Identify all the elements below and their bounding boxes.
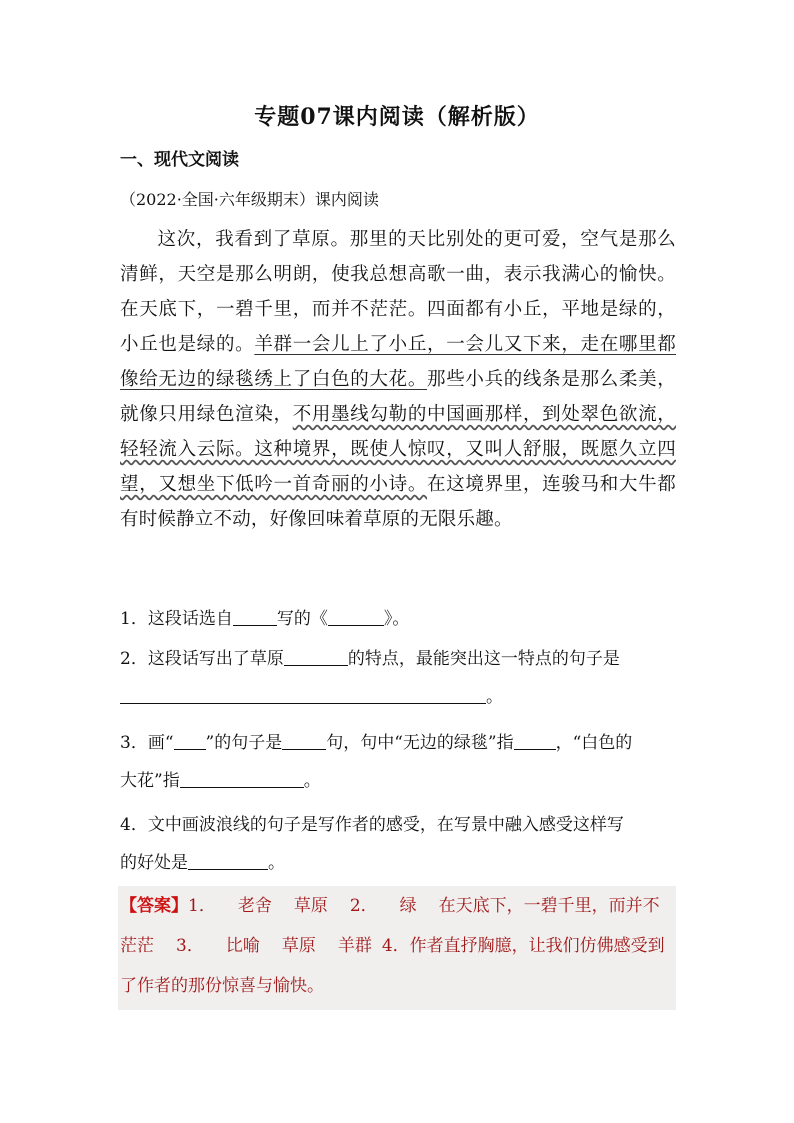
- question-3-end: 。: [303, 771, 321, 791]
- answer-blank: [180, 769, 304, 788]
- answer-3-value-2: 草原: [281, 936, 316, 956]
- answer-4-number: 4．: [381, 936, 410, 956]
- section-heading: 一、现代文阅读: [120, 150, 239, 170]
- answer-2-value-2: 在天底下，一碧千里，而并不茫茫: [120, 896, 660, 956]
- question-3-text-d: ，“白色的: [555, 733, 633, 753]
- passage-text-1: 这次，我看到了草原。那里的天比别处的更可爱，空气是那么清鲜，天空是那么明朗，使我总想高歌一曲，表示我满心的愉快。在天底下，一碧千里，而并不茫茫。四面都有小丘，平地是绿的，小丘也是绿的。: [120, 229, 676, 355]
- answer-3-value-3: 羊群: [337, 936, 372, 956]
- question-1: [120, 600, 676, 638]
- question-4-text-a: 4．文中画波浪线的句子是写作者的感受，在写景中融入感受这样写: [120, 815, 624, 835]
- answer-blank: [282, 731, 326, 750]
- answer-2-value-1: 绿: [399, 896, 417, 916]
- answer-4-value: 作者直抒胸臆，让我们仿佛感受到了作者的那份惊喜与愉快。: [120, 936, 665, 996]
- passage-text-2: 那些小兵的线条是那么柔美，就像只用绿色渲染，: [120, 369, 676, 425]
- answer-blank: [328, 607, 384, 626]
- question-4-text-b: 的好处是: [120, 853, 188, 873]
- answer-blank: [188, 851, 268, 870]
- question-3-text-a: 3．画“: [120, 733, 174, 753]
- answer-blank: [174, 731, 206, 750]
- answer-blank: [514, 731, 556, 750]
- straight-underlined-sentence: 羊群一会儿上了小丘，一会儿又下来，走在哪里都像给无边的绿毯绣上了白色的大花。: [120, 334, 676, 390]
- page-title: 专题07课内阅读（解析版）: [254, 104, 540, 130]
- question-4: [120, 806, 676, 882]
- question-1-text-c: 》。: [383, 609, 410, 629]
- answer-1-value-1: 老舍: [237, 896, 272, 916]
- question-4-end: 。: [268, 853, 285, 873]
- answer-1-number: 1．: [188, 896, 216, 916]
- answer-blank: [120, 685, 486, 704]
- question-2: [120, 640, 676, 716]
- answer-1-value-2: 草原: [293, 896, 328, 916]
- reading-passage: [120, 222, 676, 537]
- answer-label: 【答案】: [120, 896, 188, 916]
- question-3: [120, 724, 676, 800]
- question-2-text-b: 的特点，最能突出这一特点的句子是: [347, 649, 620, 669]
- question-1-text-b: 写的《: [276, 609, 328, 629]
- answer-3-value-1: 比喻: [225, 936, 260, 956]
- question-2-text-a: 2．这段话写出了草原: [120, 649, 284, 669]
- question-3-text-b: ”的句子是: [205, 733, 283, 753]
- answer-blank: [284, 647, 348, 666]
- source-note: （2022·全国·六年级期末）课内阅读: [120, 190, 379, 209]
- answer-blank: [233, 607, 277, 626]
- question-1-text-a: 1．这段话选自: [120, 609, 233, 629]
- question-2-end: 。: [486, 687, 503, 707]
- wavy-underlined-sentence: 不用墨线勾勒的中国画那样，到处翠色欲流，轻轻流入云际。这种境界，既使人惊叹，又叫人舒服，既愿久立四望，又想坐下低吟一首奇丽的小诗。: [120, 404, 676, 495]
- answer-2-number: 2．: [349, 896, 378, 916]
- question-3-text-e: 大花”指: [120, 771, 180, 791]
- answer-box: [118, 886, 676, 1010]
- passage-text-3: 在这境界里，连骏马和大牛都有时候静立不动，好像回味着草原的无限乐趣。: [120, 474, 676, 530]
- answer-3-number: 3．: [176, 936, 204, 956]
- question-3-text-c: 句，句中“无边的绿毯”指: [326, 733, 514, 753]
